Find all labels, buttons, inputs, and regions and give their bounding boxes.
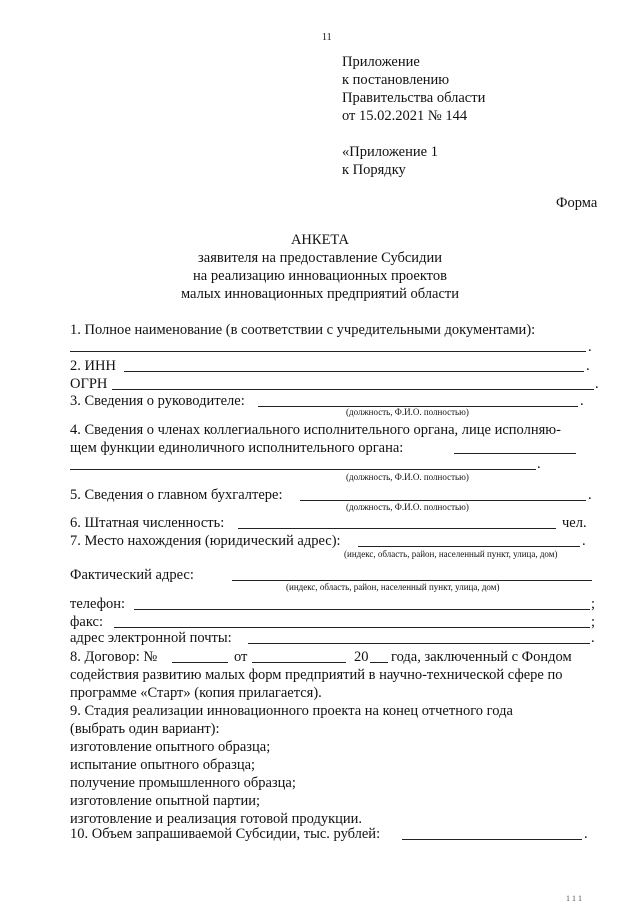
item-7-hint: (индекс, область, район, населенный пункт, улица, дом): [344, 549, 558, 559]
item-8-rest: года, заключенный с Фондом: [391, 649, 572, 665]
actual-address-label: Фактический адрес:: [70, 567, 194, 583]
ogrn-label: ОГРН: [70, 376, 108, 392]
item-9-note: (выбрать один вариант):: [70, 721, 220, 737]
title-main: АНКЕТА: [290, 232, 350, 248]
appendix-line-2: к постановлению: [342, 72, 450, 88]
phone-semicolon: ;: [591, 596, 596, 612]
ogrn-field[interactable]: [112, 389, 594, 390]
item-5-field[interactable]: [300, 500, 586, 501]
appendix-line-1: Приложение: [342, 54, 420, 70]
stage-option-5[interactable]: изготовление и реализация готовой продукции.: [70, 811, 363, 827]
item-1-dot: .: [588, 339, 592, 355]
item-7-label: 7. Место нахождения (юридический адрес):: [70, 533, 341, 549]
page-number: 11: [322, 32, 332, 43]
phone-field[interactable]: [134, 609, 590, 610]
item-6-label: 6. Штатная численность:: [70, 515, 225, 531]
item-6-unit: чел.: [562, 515, 587, 531]
item-4-field-b[interactable]: [70, 469, 536, 470]
contract-date-field[interactable]: [252, 662, 346, 663]
subsidy-amount-field[interactable]: [402, 839, 582, 840]
item-4-field-a[interactable]: [454, 453, 576, 454]
item-9-label: 9. Стадия реализации инновационного проекта на конец отчетного года: [70, 703, 513, 719]
contract-year-field[interactable]: [370, 662, 388, 663]
legal-address-field[interactable]: [358, 546, 580, 547]
item-10-label: 10. Объем запрашиваемой Субсидии, тыс. рублей:: [70, 826, 381, 842]
email-field[interactable]: [248, 643, 590, 644]
phone-label: телефон:: [70, 596, 126, 612]
inn-field[interactable]: [124, 371, 584, 372]
actual-address-field[interactable]: [232, 580, 592, 581]
item-5-dot: .: [588, 487, 592, 503]
item-8-from: от: [234, 649, 248, 665]
item-10-dot: .: [584, 826, 588, 842]
stage-option-4[interactable]: изготовление опытной партии;: [70, 793, 261, 809]
item-1-label: 1. Полное наименование (в соответствии с учредительными документами):: [70, 322, 536, 338]
item-4-label-b: щем функции единоличного исполнительного органа:: [70, 440, 404, 456]
stage-option-3[interactable]: получение промышленного образца;: [70, 775, 296, 791]
item-4-label-a: 4. Сведения о членах коллегиального исполнительного органа, лице исполняю-: [70, 422, 561, 438]
appendix-line-6: к Порядку: [342, 162, 406, 178]
item-2-label: 2. ИНН: [70, 358, 116, 374]
actual-address-hint: (индекс, область, район, населенный пункт, улица, дом): [286, 582, 500, 592]
item-3-label: 3. Сведения о руководителе:: [70, 393, 245, 409]
contract-number-field[interactable]: [172, 662, 228, 663]
item-4-dot: .: [537, 456, 541, 472]
item-8-line-c: программе «Старт» (копия прилагается).: [70, 685, 322, 701]
form-label: Форма: [556, 195, 598, 211]
stage-option-2[interactable]: испытание опытного образца;: [70, 757, 256, 773]
footer-mark: 1 1 1: [566, 894, 582, 903]
item-8-label: 8. Договор: №: [70, 649, 158, 665]
item-4-hint: (должность, Ф.И.О. полностью): [346, 472, 469, 482]
item-8-year: 20: [354, 649, 369, 665]
item-3-hint: (должность, Ф.И.О. полностью): [346, 407, 469, 417]
title-sub-2: на реализацию инновационных проектов: [193, 268, 447, 284]
item-1-field[interactable]: [70, 351, 586, 352]
appendix-line-5: «Приложение 1: [342, 144, 438, 160]
fax-label: факс:: [70, 614, 103, 630]
ogrn-dot: .: [595, 376, 599, 392]
fax-semicolon: ;: [591, 614, 596, 630]
email-dot: .: [591, 630, 595, 646]
appendix-line-4: от 15.02.2021 № 144: [342, 108, 468, 124]
staff-count-field[interactable]: [238, 528, 556, 529]
title-sub-3: малых инновационных предприятий области: [180, 286, 460, 302]
item-5-hint: (должность, Ф.И.О. полностью): [346, 502, 469, 512]
appendix-line-3: Правительства области: [342, 90, 486, 106]
item-7-dot: .: [582, 533, 586, 549]
item-8-line-b: содействия развитию малых форм предприятий в научно-технической сфере по: [70, 667, 563, 683]
item-3-dot: .: [580, 393, 584, 409]
inn-dot: .: [586, 358, 590, 374]
fax-field[interactable]: [114, 627, 590, 628]
email-label: адрес электронной почты:: [70, 630, 232, 646]
title-sub-1: заявителя на предоставление Субсидии: [198, 250, 442, 266]
item-5-label: 5. Сведения о главном бухгалтере:: [70, 487, 283, 503]
stage-option-1[interactable]: изготовление опытного образца;: [70, 739, 271, 755]
